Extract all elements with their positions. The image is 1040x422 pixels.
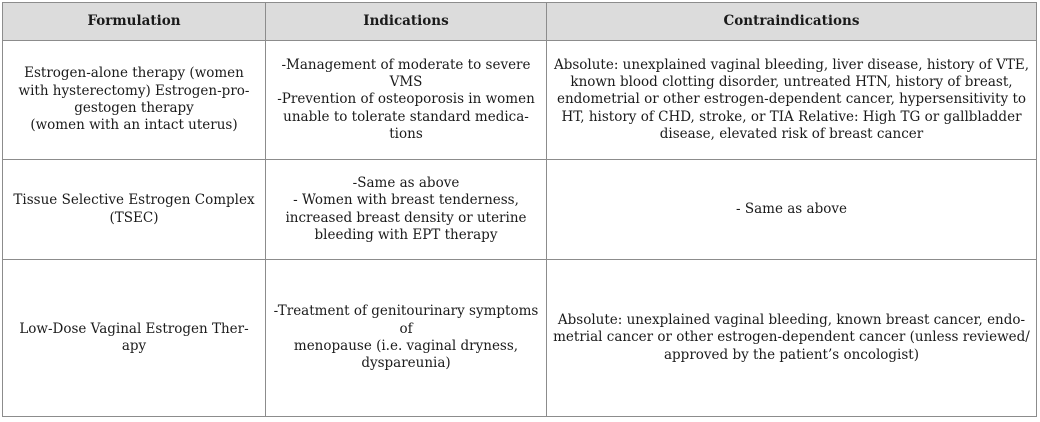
clinical-table [2,2,1037,417]
cell-line: dyspareunia) [361,355,451,372]
header-indications: Indications [266,3,547,41]
cell-line: Low-Dose Vaginal Estrogen Ther- [19,320,249,337]
cell-line: menopause (i.e. vaginal dryness, [293,338,519,354]
cell-line: known blood clotting disorder, untreated HTN, history of breast, [570,74,1013,91]
cell-line: apy [121,338,147,354]
cell-line: unable to tolerate standard medica- [283,108,529,125]
cell-line: (TSEC) [109,209,159,226]
cell-line: with hysterectomy) Estrogen-pro- [18,82,250,99]
cell-line: endometrial or other estrogen-dependent cancer, hypersensitivity to [556,91,1026,108]
cell-line: bleeding with EPT therapy [314,226,498,243]
indications-cell [266,41,547,160]
cell-line: of [399,320,413,337]
cell-line: disease, elevated risk of breast cancer [659,125,924,142]
cell-line: Absolute: unexplained vaginal bleeding, liver disease, history of VTE, [553,56,1030,73]
contraindications-cell [547,160,1037,260]
header-contraindications: Contraindications [547,3,1037,41]
cell-line: gestogen therapy [74,100,194,116]
cell-line: tions [389,125,423,142]
cell-line: increased breast density or uterine [285,209,527,226]
table-row [3,41,1037,160]
cell-line: -Prevention of osteoporosis in women [277,91,535,108]
cell-line: Tissue Selective Estrogen Complex [13,192,255,209]
header-row [3,3,1037,41]
cell-line: approved by the patient’s oncologist) [663,346,919,363]
formulation-cell [3,160,266,260]
cell-line: -Management of moderate to severe [281,56,531,73]
cell-line: -Treatment of genitourinary symptoms [273,303,539,320]
cell-line: Estrogen-alone therapy (women [24,65,244,82]
header-formulation: Formulation [3,3,266,41]
table-row [3,160,1037,260]
cell-line: -Same as above [352,174,460,191]
cell-line: metrial cancer or other estrogen-dependent cancer (unless reviewed/ [553,329,1030,346]
contraindications-cell [547,41,1037,160]
cell-line: (women with an intact uterus) [30,117,238,134]
contraindications-cell [547,260,1037,417]
indications-cell [266,260,547,417]
indications-cell [266,160,547,260]
formulation-cell [3,260,266,417]
cell-line: - Women with breast tenderness, [293,192,519,209]
cell-line: HT, history of CHD, stroke, or TIA Relative: High TG or gallbladder [561,108,1022,125]
formulation-cell [3,41,266,160]
cell-line: - Same as above [736,200,847,217]
cell-line: VMS [389,74,423,91]
cell-line: Absolute: unexplained vaginal bleeding, known breast cancer, endo- [557,312,1026,329]
table-row [3,260,1037,417]
